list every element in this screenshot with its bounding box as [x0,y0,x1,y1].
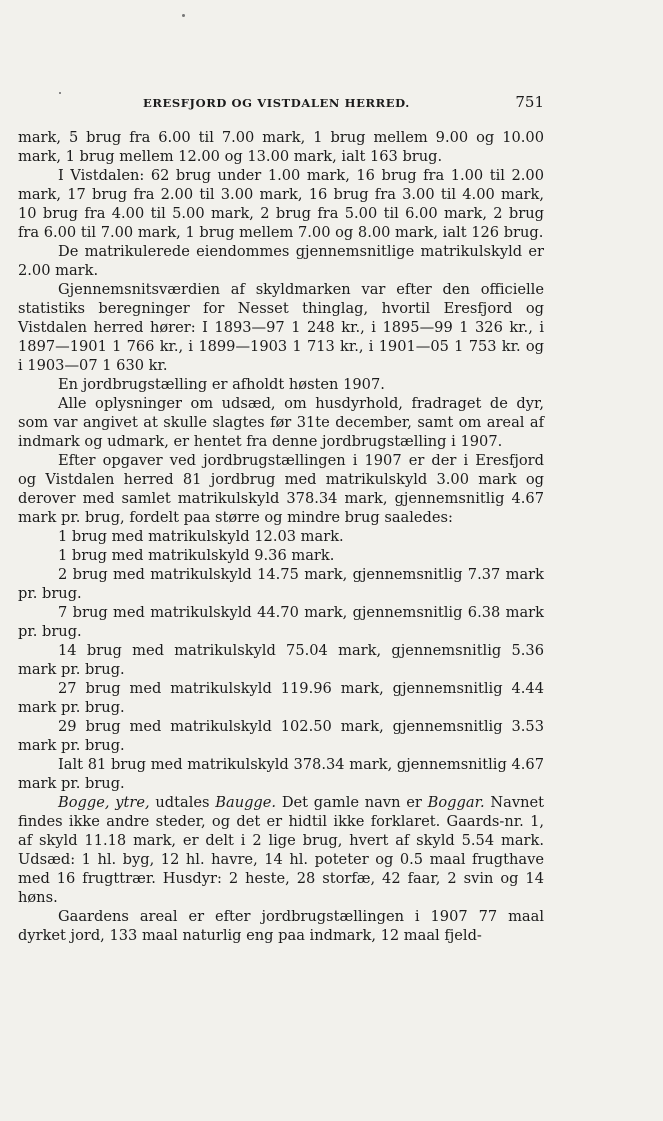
paragraph: mark, 5 brug fra 6.00 til 7.00 mark, 1 brug mellem 9.00 og 10.00 mark, 1 brug mellem 12.00 og 13.00 mark, ialt 163 brug. [18,129,544,165]
paragraph: 1 brug med matrikulskyld 9.36 mark. [58,547,335,564]
paragraph: De matrikulerede eiendommes gjennemsnitlige matrikulskyld er 2.00 mark. [18,243,544,279]
paragraph: En jordbrugstælling er afholdt høsten 1907. [58,376,385,393]
paragraph: Ialt 81 brug med matrikulskyld 378.34 mark, gjennemsnitlig 4.67 mark pr. brug. [18,756,544,792]
running-head: ERESFJORD OG VISTDALEN HERRED. [143,96,410,110]
text-span: Det gamle navn er [276,794,428,811]
farm-name-italic: Bogge, ytre, [58,794,150,811]
text-span: udtales [149,794,216,811]
pronunciation-italic: Baugge. [215,794,277,811]
speck-mark [182,14,185,17]
page-number: 751 [515,93,544,111]
paragraph: Gaardens areal er efter jordbrugstællingen i 1907 77 maal dyrket jord, 133 maal naturlig eng paa indmark, 12 maal fjeld- [18,908,544,944]
paragraph: 14 brug med matrikulskyld 75.04 mark, gjennemsnitlig 5.36 mark pr. brug. [18,642,544,678]
body-text [18,128,544,945]
paragraph: 1 brug med matrikulskyld 12.03 mark. [58,528,344,545]
paragraph: I Vistdalen: 62 brug under 1.00 mark, 16 brug fra 1.00 til 2.00 mark, 17 brug fra 2.00 til 3.00 mark, 16 brug fra 3.00 til 4.00 mark, 10 brug fra 4.00 til 5.00 mark, 2 brug fra 5.00 til 6.00 mark, 2 brug fra 6.00 til 7.00 mark, 1 brug mellem 7.00 og 8.00 mark, ialt 126 brug. [18,167,544,241]
paragraph-bogge [18,793,544,907]
paragraph: 29 brug med matrikulskyld 102.50 mark, gjennemsnitlig 3.53 mark pr. brug. [18,718,544,754]
paragraph: 27 brug med matrikulskyld 119.96 mark, gjennemsnitlig 4.44 mark pr. brug. [18,680,544,716]
old-name-italic: Boggar. [427,794,485,811]
paragraph: Efter opgaver ved jordbrugstællingen i 1907 er der i Eresfjord og Vistdalen herred 81 jordbrug med matrikulskyld 3.00 mark og derover med samlet matrikulskyld 378.34 mark, gjennemsnitlig 4.67 mark pr. brug, fordelt paa større og mindre brug saaledes: [18,452,544,526]
paragraph: Gjennemsnitsværdien af skyldmarken var efter den officielle statistiks beregninger for Nesset thinglag, hvortil Eresfjord og Vistdalen herred hører: I 1893—97 1 248 kr., i 1895—99 1 326 kr., i 1897—1901 1 766 kr., i 1899—1903 1 713 kr., i 1901—05 1 753 kr. og i 1903—07 1 630 kr. [18,281,544,374]
paragraph: Alle oplysninger om udsæd, om husdyrhold, fradraget de dyr, som var angivet at skulle slagtes før 31te december, samt om areal af indmark og udmark, er hentet fra denne jordbrugstælling i 1907. [18,395,544,450]
paragraph: 7 brug med matrikulskyld 44.70 mark, gjennemsnitlig 6.38 mark pr. brug. [18,604,544,640]
text-span: Navnet findes ikke andre steder, og det er hidtil ikke forklaret. Gaards-nr. 1, af skyld 11.18 mark, er delt i 2 lige brug, hvert af skyld 5.54 mark. Udsæd: 1 hl. byg, 12 hl. havre, 14 hl. poteter og 0.5 maal frugthave med 16 frugttrær. Husdyr: 2 heste, 28 storfæ, 42 faar, 2 svin og 14 høns. [18,794,544,906]
paragraph: 2 brug med matrikulskyld 14.75 mark, gjennemsnitlig 7.37 mark pr. brug. [18,566,544,602]
page-header [18,93,544,113]
